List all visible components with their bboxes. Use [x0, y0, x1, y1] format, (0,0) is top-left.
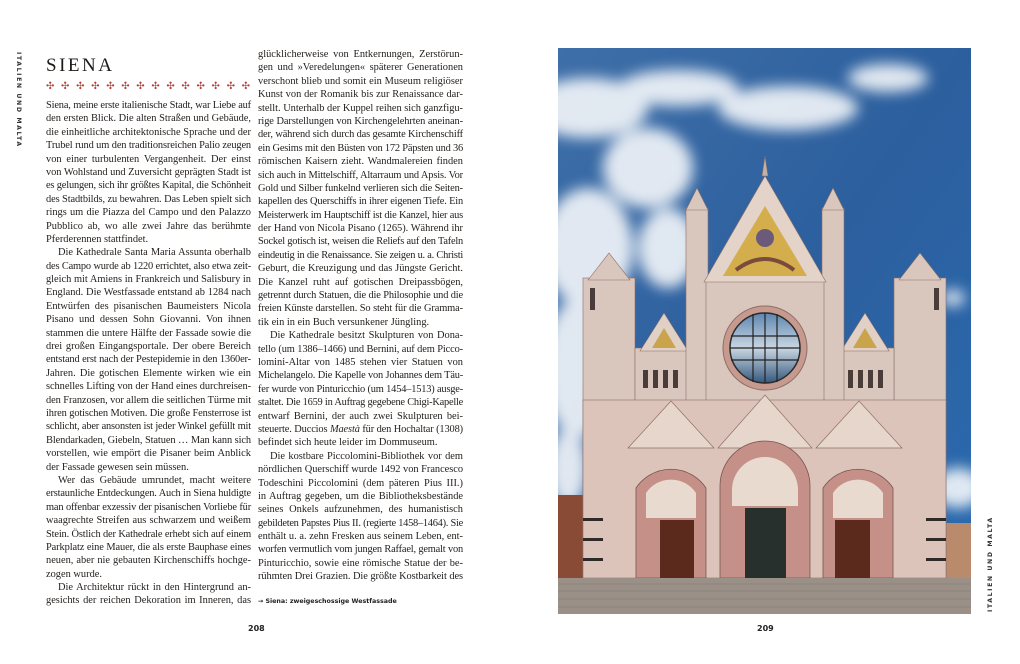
- text-line: den Franzosen, vor allem die seitlichen Türme mit: [46, 394, 251, 406]
- door-center: [745, 508, 786, 578]
- text-line: Die Kathedrale besitzt Skulpturen von Dona-: [270, 330, 463, 342]
- text-line: der, während sich durch das gesamte Kirchenschiff: [258, 129, 463, 141]
- text-line: ein Gesims mit den Büsten von 172 Päpsten und 36: [258, 142, 463, 154]
- text-line: rühmten Drei Grazien. Die größte Kostbarkeit des: [258, 571, 463, 583]
- running-head-left: ITALIEN UND MALTA: [15, 52, 22, 148]
- text-line: erstaunliche Entdeckungen. Auch in Siena huldigte: [46, 488, 251, 500]
- text-line: eindeutig in die Renaissance. Sie zeigen u. a. Christi: [258, 249, 463, 261]
- text-line: Die Architektur rückt in den Hintergrund an-: [58, 582, 251, 594]
- text-line: von einer turbulenten Vergangenheit. Der einst: [46, 153, 251, 165]
- text-line: lomini-Altar von 1485 stehen vier Statuen von: [258, 356, 463, 368]
- text-line: glücklicherweise von Entkernungen, Zerstörun-: [258, 49, 463, 60]
- text-line: Pisano und dessen Sohn Giovanni. Von ihnen: [46, 314, 251, 326]
- ornament-cross-icon: ✣: [181, 81, 190, 92]
- text-line: tello (um 1386–1466) und Bernini, auf dem Picco-: [258, 343, 463, 355]
- ornament-cross-icon: ✣: [106, 81, 115, 92]
- text-line: der Hand von Nicola Pisano (1265). Während ihr: [258, 223, 463, 235]
- text-line: entwarf Bernini, der auch zwei Skulpturen bei-: [258, 410, 463, 422]
- text-line: entstand erst nach der Pestepidemie in den 1360er-: [46, 354, 251, 366]
- text-line: Geburt, die Kreuzigung und das Jüngste Gericht.: [258, 263, 463, 275]
- text-line: in Auftrag gegeben, um die Bibliotheksbestände: [258, 490, 463, 502]
- photo-caption: → Siena: zweigeschossige Westfassade: [258, 598, 397, 605]
- text-line: England. Die Westfassade entstand ab 1284 nach: [46, 287, 251, 299]
- text-line: schlicht, aber ansonsten ist jeder Winkel gefüllt mit: [46, 421, 251, 433]
- siena-cathedral-facade-image: [558, 48, 971, 614]
- text-line: gesichts der reichen Dekoration im Inneren, das: [46, 595, 251, 607]
- text-line: von Wohlstand und Zuversicht geprägten Stadt ist: [46, 166, 251, 178]
- text-line: Pferderennen stattfindet.: [46, 233, 149, 245]
- text-line: verschont blieb und somit ein Museum religiöser: [258, 75, 463, 87]
- cathedral-photo: [558, 48, 971, 614]
- text-line: des Campo wurde ab 1220 errichtet, also etwa zeit-: [46, 260, 251, 272]
- text-line: die einheitliche architektonische Sprache und der: [46, 126, 251, 138]
- text-line: waagrechte Streifen aus schwarzem und weißem: [46, 515, 251, 527]
- text-line: Die Kanzel ruht auf gotischen Dreipassbögen,: [258, 276, 463, 288]
- text-column-left: [46, 99, 251, 608]
- text-line: getrennt durch Statuen, die die Philosophie und die: [258, 290, 463, 302]
- italic-title: Maestà: [329, 423, 360, 435]
- text-line: Kunst von der Romanik bis zur Renaissance dar-: [258, 89, 463, 101]
- chapter-title: SIENA: [46, 55, 115, 76]
- text-line: gleich mit Amiens in Frankreich und Salisbury in: [46, 274, 251, 286]
- text-line: Wer das Gebäude umrundet, macht weitere: [58, 474, 251, 486]
- text-line: drei großen Eingangsportale. Der obere Bereich: [46, 341, 251, 353]
- text-line: ihren gotischen Motiven. Die große Fensterrose ist: [46, 407, 251, 419]
- text-line: zogen wurde.: [46, 568, 102, 580]
- text-line: Stein. Östlich der Kathedrale erhebt sich auf einem: [46, 528, 251, 540]
- page-number-left: 208: [248, 624, 265, 633]
- text-line: Die kostbare Piccolomini-Bibliothek vor dem: [270, 450, 463, 462]
- text-line: stammen die untere Hälfte der Fassade sowie die: [46, 327, 251, 339]
- ornament-cross-icon: ✣: [121, 81, 130, 92]
- text-line: steuerte. Duccios Maestà für den Hochaltar (1308): [258, 423, 464, 435]
- text-line: Entwürfen des pisanischen Baumeisters Nicola: [46, 300, 251, 312]
- steps: [558, 578, 971, 614]
- text-line: Die Kathedrale Santa Maria Assunta oberhalb: [58, 247, 251, 259]
- text-line: freien Künste darstellen. So steht für die Gramma-: [258, 303, 463, 315]
- text-line: Parkplatz eine Mauer, die als erste Bauphase eines: [46, 541, 251, 553]
- text-line: rige Darstellungen von Kirchengelehrten aneinan-: [258, 115, 463, 127]
- text-line: Michelangelo. Die Kapelle von Johannes dem Täu-: [258, 370, 463, 382]
- ornament-cross-icon: ✣: [76, 81, 85, 92]
- text-line: gebildeten Papstes Pius II. (regierte 1458–1464). Sie: [258, 517, 463, 529]
- text-line: der Fassade gewesen sein müssen.: [46, 461, 189, 473]
- ornament-cross-icon: ✣: [226, 81, 235, 92]
- text-line: vorstellen, wie empört die Pisaner beim Anblick: [46, 448, 251, 460]
- text-line: rings um die Piazza del Campo und den Palazzo: [46, 207, 251, 219]
- text-line: Siena, meine erste italienische Stadt, war Liebe auf: [46, 100, 251, 111]
- text-line: Pinturicchio, sowie eine römische Statue der be-: [258, 557, 463, 569]
- text-line: Todeschini Piccolomini (dem päteren Pius III.): [258, 477, 463, 489]
- ornament-cross-icon: ✣: [196, 81, 205, 92]
- text-line: staltet. Die 1659 in Auftrag gegebene Chigi-Kapelle: [258, 397, 463, 409]
- ornament-cross-icon: ✣: [61, 81, 70, 92]
- page-number-right: 209: [757, 624, 774, 633]
- ornament-cross-icon: ✣: [241, 81, 250, 92]
- ornament-cross-icon: ✣: [151, 81, 160, 92]
- text-line: kapellen des Querschiffs in ihrer eigenen Tiefe. Ein: [258, 196, 463, 208]
- ornament-cross-icon: ✣: [211, 81, 220, 92]
- text-line: Sockel gotisch ist, weisen die Reliefs auf den Tafeln: [258, 236, 463, 248]
- door-right: [835, 520, 870, 578]
- text-line: stellt. Unterhalb der Kuppel reihen sich ganzfigu-: [258, 102, 463, 114]
- text-line: fer wurde von Pinturicchio (um 1454–1513) ausge-: [258, 383, 463, 395]
- text-line: seines Onkels aufzunehmen, des humanistisch: [258, 504, 463, 516]
- ornament-cross-icon: ✣: [91, 81, 100, 92]
- text-line: sich auch in Mittelschiff, Altarraum und Apsis. Vor: [258, 169, 463, 181]
- text-line: Meisterwerk im Hauptschiff ist die Kanzel, hier aus: [258, 209, 463, 221]
- ornament-cross-icon: ✣: [136, 81, 145, 92]
- text-line: nördlichen Querschiff wurde 1492 von Francesco: [258, 464, 463, 476]
- running-head-right: ITALIEN UND MALTA: [987, 516, 994, 612]
- text-line: Gold und Silber funkelnd verlieren sich die Seiten-: [258, 182, 463, 194]
- text-line: Pubblico ab, wo alle zwei Jahre das berühmte: [46, 220, 251, 232]
- text-line: gen und »Veredelungen« späterer Generationen: [258, 62, 463, 74]
- text-line: den ersten Blick. Die alten Straßen und Gebäude,: [46, 113, 251, 125]
- text-line: Trubel rund um den traditionsreichen Palio zeugen: [46, 140, 251, 152]
- door-left: [660, 520, 694, 578]
- text-line: neuen, aber nie gebauten Kirchenschiffs hochge-: [46, 555, 251, 567]
- text-line: worfen vermutlich vom jungen Raffael, gemalt von: [258, 544, 463, 556]
- ornament-cross-icon: ✣: [166, 81, 175, 92]
- text-line: enthält u. a. zehn Fresken aus seinem Leben, ent-: [258, 531, 463, 543]
- text-line: tik ein in ein Buch versunkener Jüngling.: [258, 316, 430, 328]
- text-line: Blendarkaden, Giebeln, Statuen … Man kann sich: [46, 434, 251, 446]
- ornament-row: [46, 81, 250, 93]
- text-line: römischen Kaisern zieht. Wandmalereien finden: [258, 156, 463, 168]
- text-column-middle: [258, 48, 463, 584]
- text-line: befindet sich heute leider im Dommuseum.: [258, 437, 438, 449]
- text-line: schnelles Lifting von der Hand eines durchreisen-: [46, 381, 251, 393]
- ornament-cross-icon: ✣: [46, 81, 55, 92]
- text-line: es gelungen, sich ihr größtes Kapital, die Schönheit: [46, 180, 251, 192]
- text-line: man offenbar exzessiv der pisanischen Vorliebe für: [46, 501, 251, 513]
- text-line: des Stadtbilds, zu bewahren. Das Leben spielt sich: [46, 193, 251, 205]
- text-line: Jahren. Die gotischen Elemente wirken wie ein: [46, 367, 251, 379]
